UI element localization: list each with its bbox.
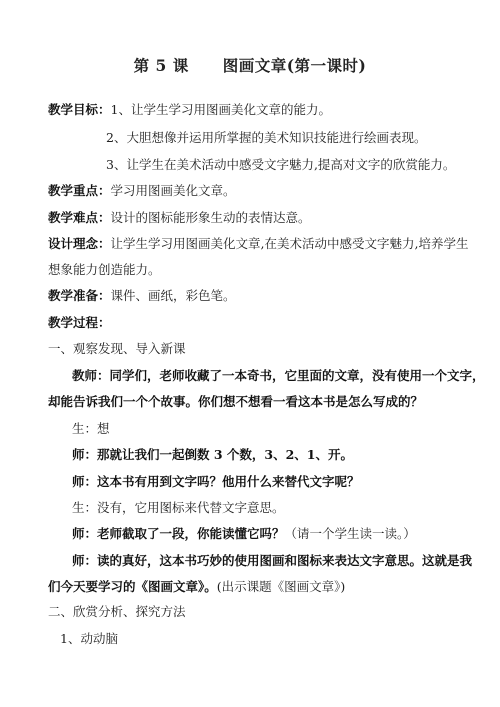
difficulty-line xyxy=(48,210,311,226)
subsection-1-heading: 1、动动脑 xyxy=(60,631,118,646)
prep-line xyxy=(48,288,236,304)
goal-item-3: 3、让学生在美术活动中感受文字魅力,提高对文字的欣赏能力。 xyxy=(106,157,456,172)
section-1-heading: 一、观察发现、导入新课 xyxy=(48,341,186,356)
goals-line-1 xyxy=(48,102,331,118)
student-line-2: 生：没有，它用图标来代替文字意思。 xyxy=(72,500,285,515)
teacher-line-4-note: （请一个学生读一读。） xyxy=(284,526,416,541)
concept-label: 设计理念： xyxy=(48,236,111,251)
lesson-name: 图画文章(第一课时) xyxy=(222,56,367,75)
key-point-line xyxy=(48,183,236,199)
teacher-line-5a: 师：读的真好，这本书巧妙的使用图画和图标来表达文字意思。这就是我 xyxy=(72,553,473,568)
teacher-line-1a: 教师：同学们，老师收藏了一本奇书，它里面的文章，没有使用一个文字， xyxy=(72,368,485,383)
goals-label: 教学目标： xyxy=(48,102,111,117)
key-point-label: 教学重点： xyxy=(48,183,111,198)
prep-text: 课件、画纸，彩色笔。 xyxy=(110,288,236,303)
goal-item-2: 2、大胆想像并运用所掌握的美术知识技能进行绘画表现。 xyxy=(106,130,427,145)
teacher-line-5b-note: (出示课题《图画文章》) xyxy=(216,579,346,594)
concept-text-1: 让学生学习用图画美化文章,在美术活动中感受文字魅力,培养学生 xyxy=(110,236,469,251)
teacher-line-4 xyxy=(72,526,416,542)
page-title xyxy=(0,54,500,76)
concept-line-1 xyxy=(48,236,468,252)
teacher-line-1b: 却能告诉我们一个个故事。你们想不想看一看这本书是怎么写成的？ xyxy=(48,394,424,409)
student-line-1: 生：想 xyxy=(72,421,110,436)
difficulty-text: 设计的图标能形象生动的表情达意。 xyxy=(110,210,311,225)
section-2-heading: 二、欣赏分析、探究方法 xyxy=(48,604,186,619)
teacher-line-2: 师：那就让我们一起倒数 3 个数，3、2、1、开。 xyxy=(72,447,353,462)
teacher-line-3: 师：这本书有用到文字吗？他用什么来替代文字呢？ xyxy=(72,474,360,489)
prep-label: 教学准备： xyxy=(48,288,111,303)
lesson-number: 第 5 课 xyxy=(133,56,189,75)
process-label: 教学过程： xyxy=(48,315,111,330)
key-point-text: 学习用图画美化文章。 xyxy=(110,183,236,198)
difficulty-label: 教学难点： xyxy=(48,210,111,225)
goal-item-1: 1、让学生学习用图画美化文章的能力。 xyxy=(110,102,331,117)
teacher-line-4-text: 师：老师截取了一段，你能读懂它吗？ xyxy=(72,526,285,541)
teacher-line-5b xyxy=(48,579,345,595)
teacher-line-5b-text: 们今天要学习的《图画文章》。 xyxy=(48,579,217,594)
concept-line-2: 想象能力创造能力。 xyxy=(48,262,161,277)
